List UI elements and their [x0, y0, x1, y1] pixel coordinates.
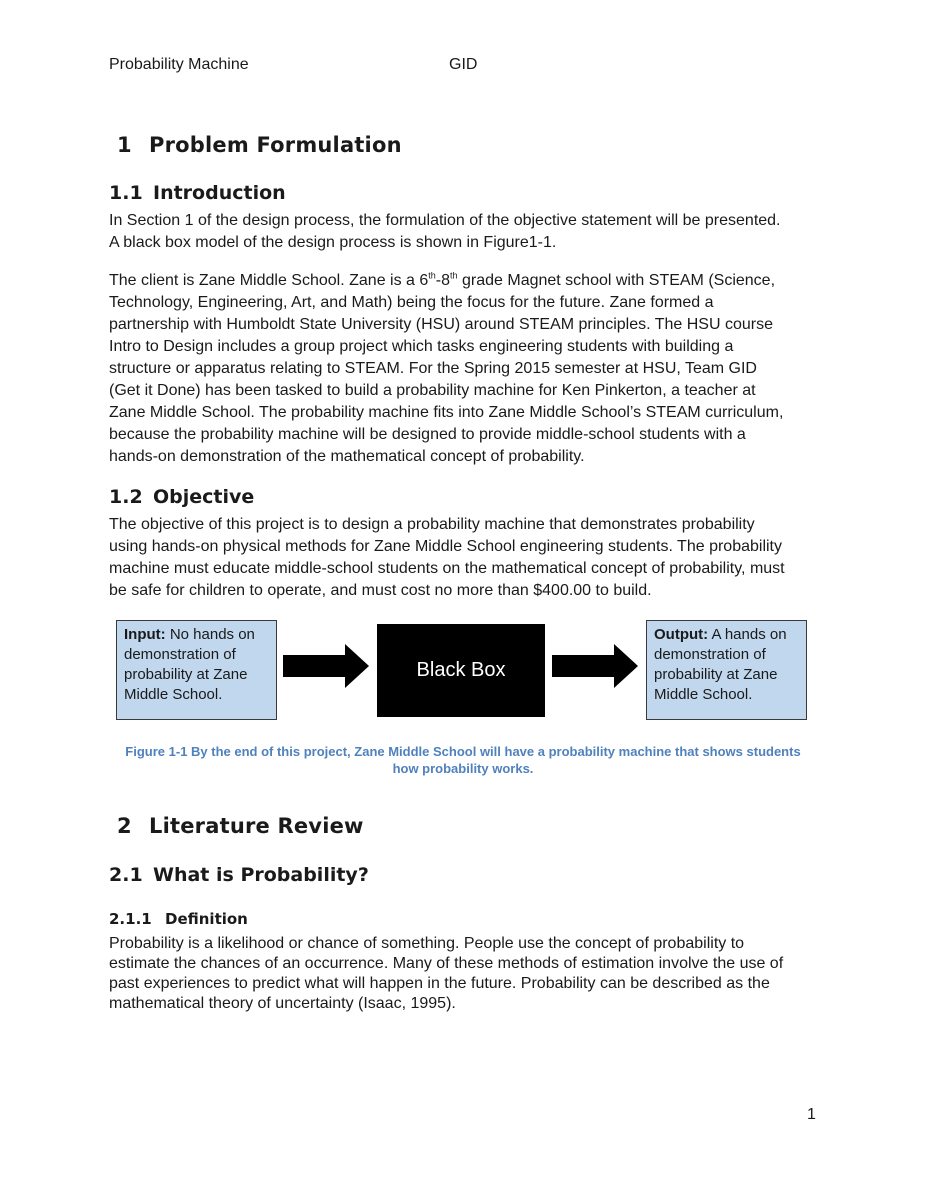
text-span: The client is Zane Middle School. Zane is a 6 — [109, 272, 429, 289]
section-number: 1 — [117, 133, 132, 157]
text-line: Technology, Engineering, Art, and Math) being the focus for the future. Zane formed a — [109, 294, 714, 311]
text-line: because the probability machine will be designed to provide middle-school students with a — [109, 426, 746, 443]
text-line: demonstration of — [124, 646, 236, 663]
text-line: structure or apparatus relating to STEAM. For the Spring 2015 semester at HSU, Team GID — [109, 360, 757, 377]
text-line: hands-on demonstration of the mathematical concept of probability. — [109, 448, 585, 465]
superscript: th — [428, 270, 436, 281]
caption-line: Figure 1-1 By the end of this project, Zane Middle School will have a probability machine that shows students — [125, 744, 801, 759]
objective-paragraph — [109, 514, 829, 602]
text-line: mathematical theory of uncertainty (Isaac, 1995). — [109, 995, 456, 1012]
text-span: No hands on — [165, 626, 255, 643]
section-number: 2 — [117, 814, 132, 838]
section-title: Problem Formulation — [149, 133, 402, 157]
section-number: 1.2 — [109, 486, 143, 508]
section-title: Introduction — [153, 182, 286, 204]
output-box — [646, 620, 807, 720]
text-line: The objective of this project is to design a probability machine that demonstrates probability — [109, 516, 755, 533]
text-line: Intro to Design includes a group project which tasks engineering students with building a — [109, 338, 734, 355]
text-line: using hands-on physical methods for Zane Middle School engineering students. The probability — [109, 538, 782, 555]
section-2-1-1-heading — [109, 910, 248, 928]
text-line: In Section 1 of the design process, the formulation of the objective statement will be presented. — [109, 212, 781, 229]
text-line — [109, 270, 829, 292]
section-1-heading — [117, 133, 402, 157]
output-label: Output: — [654, 626, 709, 643]
section-1-1-heading — [109, 182, 286, 204]
text-line: Middle School. — [654, 686, 753, 703]
text-line: probability at Zane — [124, 666, 248, 683]
section-2-heading — [117, 814, 364, 838]
section-number: 1.1 — [109, 182, 143, 204]
caption-line: how probability works. — [392, 761, 534, 776]
text-line: Middle School. — [124, 686, 223, 703]
text-line: Probability is a likelihood or chance of something. People use the concept of probability to — [109, 935, 745, 952]
text-line — [124, 625, 269, 645]
input-label: Input: — [124, 626, 166, 643]
text-line: probability at Zane — [654, 666, 778, 683]
section-number: 2.1 — [109, 864, 143, 886]
section-1-2-heading — [109, 486, 254, 508]
superscript: th — [450, 270, 458, 281]
intro-paragraph-1 — [109, 210, 829, 254]
section-title: Literature Review — [149, 814, 364, 838]
text-line: (Get it Done) has been tasked to build a probability machine for Ken Pinkerton, a teacher at — [109, 382, 756, 399]
text-line: A black box model of the design process is shown in Figure1-1. — [109, 234, 557, 251]
definition-paragraph — [109, 934, 829, 1014]
text-line: Zane Middle School. The probability machine fits into Zane Middle School’s STEAM curriculum, — [109, 404, 784, 421]
section-title: Objective — [153, 486, 255, 508]
section-2-1-heading — [109, 864, 369, 886]
input-box — [116, 620, 277, 720]
section-title: What is Probability? — [153, 864, 369, 886]
right-arrow-icon — [552, 642, 642, 690]
intro-paragraph-2 — [109, 270, 829, 468]
section-number: 2.1.1 — [109, 910, 152, 928]
right-arrow-icon — [283, 642, 373, 690]
text-line: partnership with Humboldt State University (HSU) around STEAM principles. The HSU course — [109, 316, 773, 333]
text-span: grade Magnet school with STEAM (Science, — [457, 272, 776, 289]
text-line: demonstration of — [654, 646, 766, 663]
text-line: be safe for children to operate, and must cost no more than $400.00 to build. — [109, 582, 652, 599]
text-line: machine must educate middle-school students on the mathematical concept of probability, must — [109, 560, 785, 577]
text-line: past experiences to predict what will happen in the future. Probability can be described as the — [109, 975, 770, 992]
text-line — [654, 625, 799, 645]
figure-caption — [100, 743, 826, 777]
header-team: GID — [449, 56, 478, 73]
header-title: Probability Machine — [109, 56, 249, 73]
text-span: -8 — [435, 272, 451, 289]
page-number: 1 — [807, 1106, 816, 1123]
text-line: estimate the chances of an occurrence. Many of these methods of estimation involve the use of — [109, 955, 784, 972]
text-span: A hands on — [708, 626, 787, 643]
section-title: Definition — [165, 910, 248, 928]
black-box: Black Box — [377, 624, 545, 717]
